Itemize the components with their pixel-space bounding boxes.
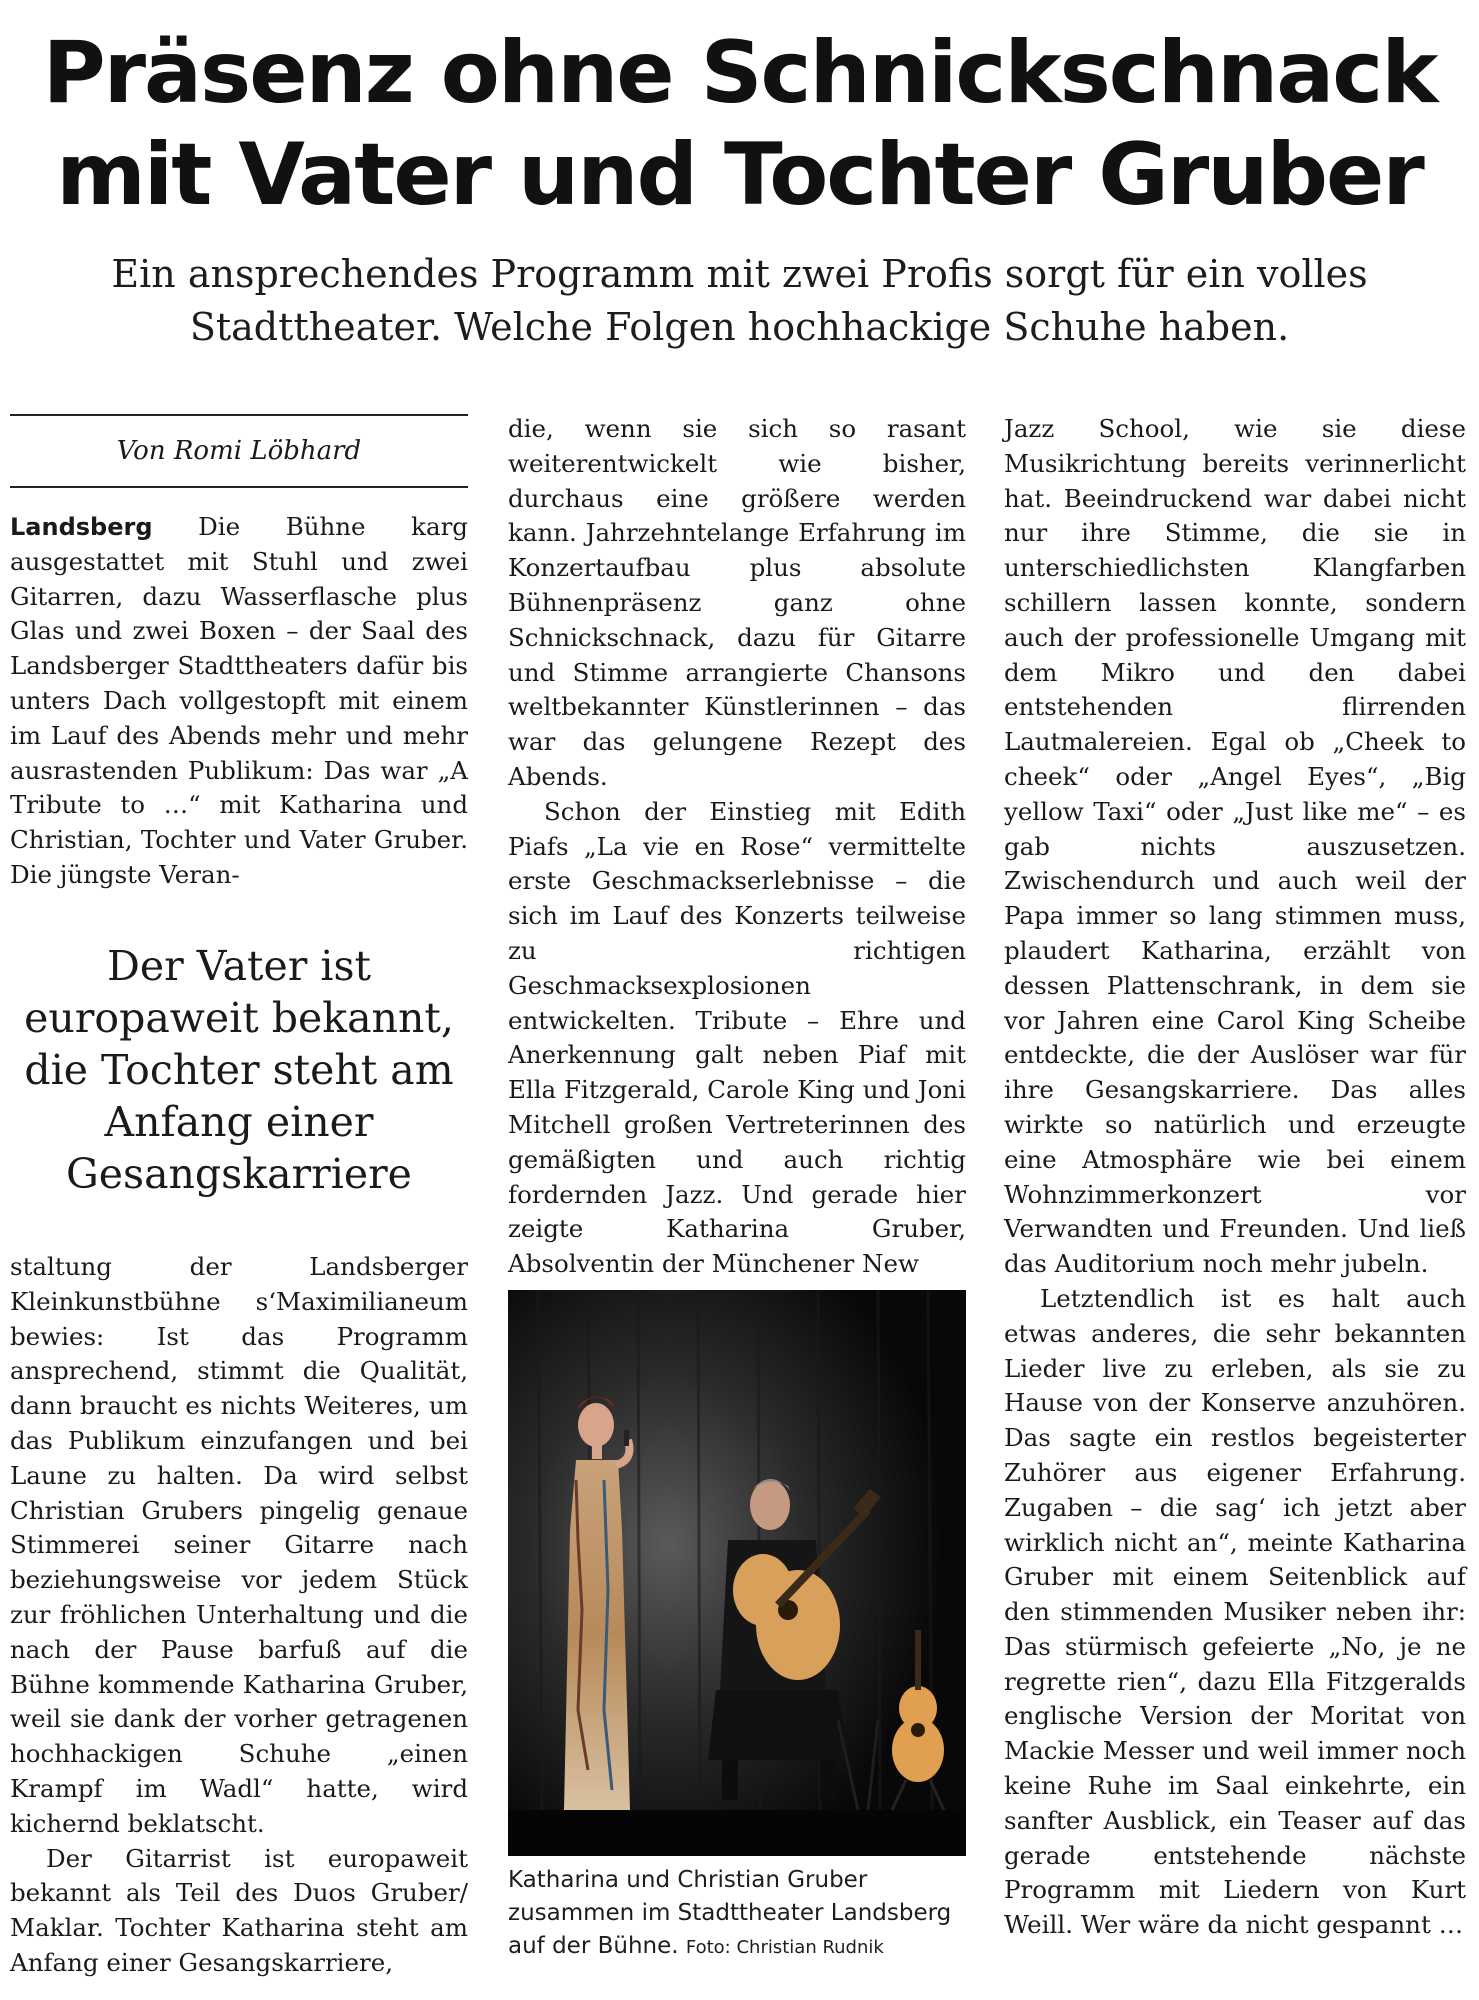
paragraph-intro	[10, 510, 468, 893]
intro-text: Die Bühne karg ausgestattet mit Stuhl und zwei Gitarren, dazu Wasserflasche plus Glas und zwei Boxen – der Saal des Landsberger Stadttheaters dafür bis unters Dach vollgestopft mit einem im Lauf des Abends mehr und mehr ausrastenden Publikum: Das war „A Tribute to …“ mit Katharina und Christian, Tochter und Vater Gruber. Die jüngste Veran-	[10, 512, 468, 889]
photo-credit: Foto: Christian Rudnik	[685, 1937, 884, 1958]
concert-photo	[508, 1290, 966, 1856]
subhead-line-1: Ein ansprechendes Programm mit zwei Profis sorgt für ein volles	[111, 252, 1368, 296]
paragraph: Schon der Einstieg mit Edith Piafs „La vie en Rose“ vermittelte erste Geschmackserlebnisse – die sich im Lauf des Konzerts teilweise zu richtigen Geschmacksexplosionen entwickelten. Tribute – Ehre und Anerkennung galt neben Piaf mit Ella Fitzgerald, Carole King und Joni Mitchell großen Vertreterinnen des gemäßigten und auch richtig fordernden Jazz. Und gerade hier zeigte Katharina Gruber, Absolventin der Münchener New	[508, 796, 966, 1279]
paragraph: die, wenn sie sich so rasant weiterentwickelt wie bisher, durchaus eine größere werden kann. Jahrzehntelange Erfahrung im Konzertaufbau plus absolute Bühnenpräsenz ganz ohne Schnickschnack, dazu für Gitarre und Stimme arrangierte Chansons weltbekannter Künstlerinnen – das war das gelungene Rezept des Abends.	[508, 414, 966, 791]
paragraph: Letztendlich ist es halt auch etwas anderes, die sehr bekannten Lieder live zu erleben, als sie zu Hause von der Konserve anzuhören. Das sagte ein restlos begeisterter Zuhörer aus eigener Erfahrung. Zugaben – die sag‘ ich jetzt aber wirklich nicht an“, meinte Katharina Gruber mit einem Seitenblick auf den stimmenden Musiker neben ihr: Das stürmisch gefeierte „No, je ne regrette rien“, dazu Ella Fitzgeralds englische Version der Moritat von Mackie Messer und weil immer noch keine Ruhe im Saal einkehrte, ein sanfter Ausblick, ein Teaser auf das gerade entstehende nächste Programm mit Liedern von Kurt Weill. Wer wäre da nicht gespannt …	[1004, 1283, 1466, 1940]
byline-text: Von Romi Löbhard	[116, 436, 362, 466]
headline-line-2: mit Vater und Tochter Gruber	[56, 125, 1423, 225]
subhead-line-2: Stadttheater. Welche Folgen hochhackige Schuhe haben.	[189, 305, 1290, 349]
paragraph: Der Gitarrist ist europaweit bekannt als Teil des Duos Gruber/ Maklar. Tochter Katharina steht am Anfang einer Gesangskarriere,	[10, 1843, 468, 1977]
dateline: Landsberg	[10, 513, 153, 541]
photo-illustration	[508, 1290, 966, 1856]
headline	[0, 22, 1479, 226]
column-3	[1004, 412, 1466, 1943]
subheadline	[0, 248, 1479, 354]
pull-quote: Der Vater ist europaweit bekannt, die Tochter steht am Anfang einer Gesangskarriere	[24, 942, 454, 1198]
headline-line-1: Präsenz ohne Schnickschnack	[42, 23, 1437, 123]
caption-text: Katharina und Christian Gruber zusammen im Stadttheater Landsberg auf der Bühne.	[508, 1867, 952, 1959]
column-1-top	[10, 510, 468, 893]
byline	[10, 414, 468, 488]
paragraph: staltung der Landsberger Kleinkunstbühne s‘Maximilianeum bewies: Ist das Programm ansprechend, stimmt die Qualität, dann braucht es nichts Weiteres, um das Publikum einzufangen und bei Laune zu halten. Da wird selbst Christian Grubers pingelig genaue Stimmerei seiner Gitarre nach beziehungsweise vor jedem Stück zur fröhlichen Unterhaltung und die nach der Pause barfuß auf die Bühne kommende Katharina Gruber, weil sie dank der vorher getragenen hochhackigen Schuhe „einen Krampf im Wadl“ hatte, wird kichernd beklatscht.	[10, 1252, 468, 1838]
photo-caption	[508, 1864, 966, 1964]
paragraph: Jazz School, wie sie diese Musikrichtung bereits verinnerlicht hat. Beeindruckend war dabei nicht nur ihre Stimme, die sie in unterschiedlichsten Klangfarben schillern lassen konnte, sondern auch der professionelle Umgang mit dem Mikro und den dabei entstehenden flirrenden Lautmalereien. Egal ob „Cheek to cheek“ oder „Angel Eyes“, „Big yellow Taxi“ oder „Just like me“ – es gab nichts auszusetzen. Zwischendurch und auch weil der Papa immer so lang stimmen muss, plaudert Katharina, erzählt von dessen Plattenschrank, in dem sie vor Jahren eine Carol King Scheibe entdeckte, die der Auslöser war für ihre Gesangskarriere. Das alles wirkte so natürlich und erzeugte eine Atmosphäre wie bei einem Wohnzimmerkonzert vor Verwandten und Freunden. Und ließ das Auditorium noch mehr jubeln.	[1004, 414, 1466, 1279]
column-1-bottom	[10, 1250, 468, 1981]
column-2	[508, 412, 966, 1282]
